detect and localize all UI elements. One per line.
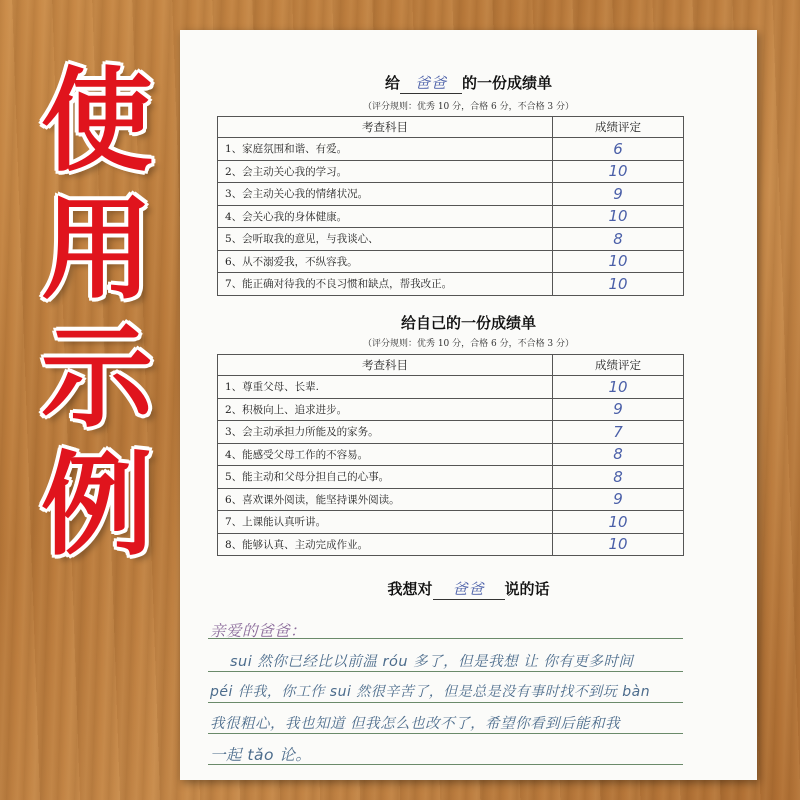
- report1-handwritten-name: 爸爸: [414, 74, 447, 92]
- subject-cell: 6、喜欢课外阅读，能坚持课外阅读。: [218, 488, 553, 511]
- subject-cell: 1、家庭氛围和谐、有爱。: [218, 138, 553, 161]
- table-row: [218, 138, 684, 161]
- column-header-subject: 考查科目: [218, 355, 553, 376]
- letter-title-suffix: 说的话: [504, 580, 550, 598]
- report1-title-suffix: 的一份成绩单: [462, 74, 553, 92]
- score-cell: 10: [553, 511, 684, 534]
- usage-example-badge: [42, 58, 152, 570]
- score-cell: 9: [553, 398, 684, 421]
- subject-cell: 2、积极向上、追求进步。: [218, 398, 553, 421]
- report1-title-blank: [400, 72, 462, 94]
- column-header-score: 成绩评定: [553, 355, 684, 376]
- score-cell: 10: [553, 205, 684, 228]
- table-row: [218, 443, 684, 466]
- report2-rule: （评分规则：优秀 10 分，合格 6 分，不合格 3 分）: [362, 339, 575, 349]
- table-row: [218, 533, 684, 556]
- score-cell: 10: [553, 160, 684, 183]
- table-header-row: [218, 355, 684, 376]
- subject-cell: 8、能够认真、主动完成作业。: [218, 533, 553, 556]
- table-row: [218, 273, 684, 296]
- column-header-subject: 考查科目: [218, 117, 553, 138]
- score-cell: 10: [553, 376, 684, 399]
- badge-char: 例: [41, 441, 153, 571]
- letter-ruled-line: [208, 671, 683, 672]
- subject-cell: 7、上课能认真听讲。: [218, 511, 553, 534]
- table-header-row: [218, 117, 684, 138]
- score-cell: 8: [553, 466, 684, 489]
- score-cell: 6: [553, 138, 684, 161]
- report1-rule: （评分规则：优秀 10 分，合格 6 分，不合格 3 分）: [362, 102, 575, 112]
- letter-title-prefix: 我想对: [387, 580, 433, 598]
- badge-char: 示: [41, 313, 153, 443]
- subject-cell: 3、会主动关心我的情绪状况。: [218, 183, 553, 206]
- letter-line: sui 然你已经比以前温 róu 多了，但是我想 让 你有更多时间: [230, 654, 634, 670]
- table-row: [218, 228, 684, 251]
- subject-cell: 2、会主动关心我的学习。: [218, 160, 553, 183]
- letter-line: 一起 tǎo 论。: [210, 746, 312, 764]
- score-cell: 10: [553, 250, 684, 273]
- table-row: [218, 421, 684, 444]
- report-card-sheet: [180, 30, 757, 780]
- letter-title: [180, 578, 757, 600]
- badge-char: 用: [41, 185, 153, 315]
- subject-cell: 5、能主动和父母分担自己的心事。: [218, 466, 553, 489]
- letter-line: 我很粗心，我也知道 但我怎么也改不了，希望你看到后能和我: [210, 716, 621, 732]
- table-row: [218, 183, 684, 206]
- letter-greeting: 亲爱的爸爸：: [210, 622, 307, 640]
- letter-line: péi 伴我，你工作 sui 然很辛苦了，但是总是没有事时找不到玩 bàn: [210, 684, 651, 700]
- table-row: [218, 511, 684, 534]
- table-row: [218, 466, 684, 489]
- table-row: [218, 398, 684, 421]
- table-row: [218, 160, 684, 183]
- letter-ruled-line: [208, 733, 683, 734]
- score-cell: 9: [553, 488, 684, 511]
- subject-cell: 7、能正确对待我的不良习惯和缺点，帮我改正。: [218, 273, 553, 296]
- subject-cell: 4、能感受父母工作的不容易。: [218, 443, 553, 466]
- score-cell: 7: [553, 421, 684, 444]
- report2-table: [217, 354, 684, 556]
- score-cell: 8: [553, 228, 684, 251]
- report2-title: 给自己的一份成绩单: [400, 314, 536, 332]
- letter-title-blank: [433, 578, 505, 600]
- table-row: [218, 205, 684, 228]
- letter-ruled-line: [208, 702, 683, 703]
- report1-title: [180, 72, 757, 94]
- subject-cell: 1、尊重父母、长辈.: [218, 376, 553, 399]
- table-row: [218, 250, 684, 273]
- table-row: [218, 488, 684, 511]
- subject-cell: 3、会主动承担力所能及的家务。: [218, 421, 553, 444]
- score-cell: 9: [553, 183, 684, 206]
- report1-title-prefix: 给: [384, 74, 400, 92]
- letter-handwritten-name: 爸爸: [452, 580, 485, 598]
- score-cell: 10: [553, 273, 684, 296]
- column-header-score: 成绩评定: [553, 117, 684, 138]
- subject-cell: 4、会关心我的身体健康。: [218, 205, 553, 228]
- subject-cell: 5、会听取我的意见，与我谈心、: [218, 228, 553, 251]
- badge-char: 使: [41, 57, 153, 187]
- score-cell: 8: [553, 443, 684, 466]
- subject-cell: 6、从不溺爱我，不纵容我。: [218, 250, 553, 273]
- table-row: [218, 376, 684, 399]
- report1-table: [217, 116, 684, 296]
- score-cell: 10: [553, 533, 684, 556]
